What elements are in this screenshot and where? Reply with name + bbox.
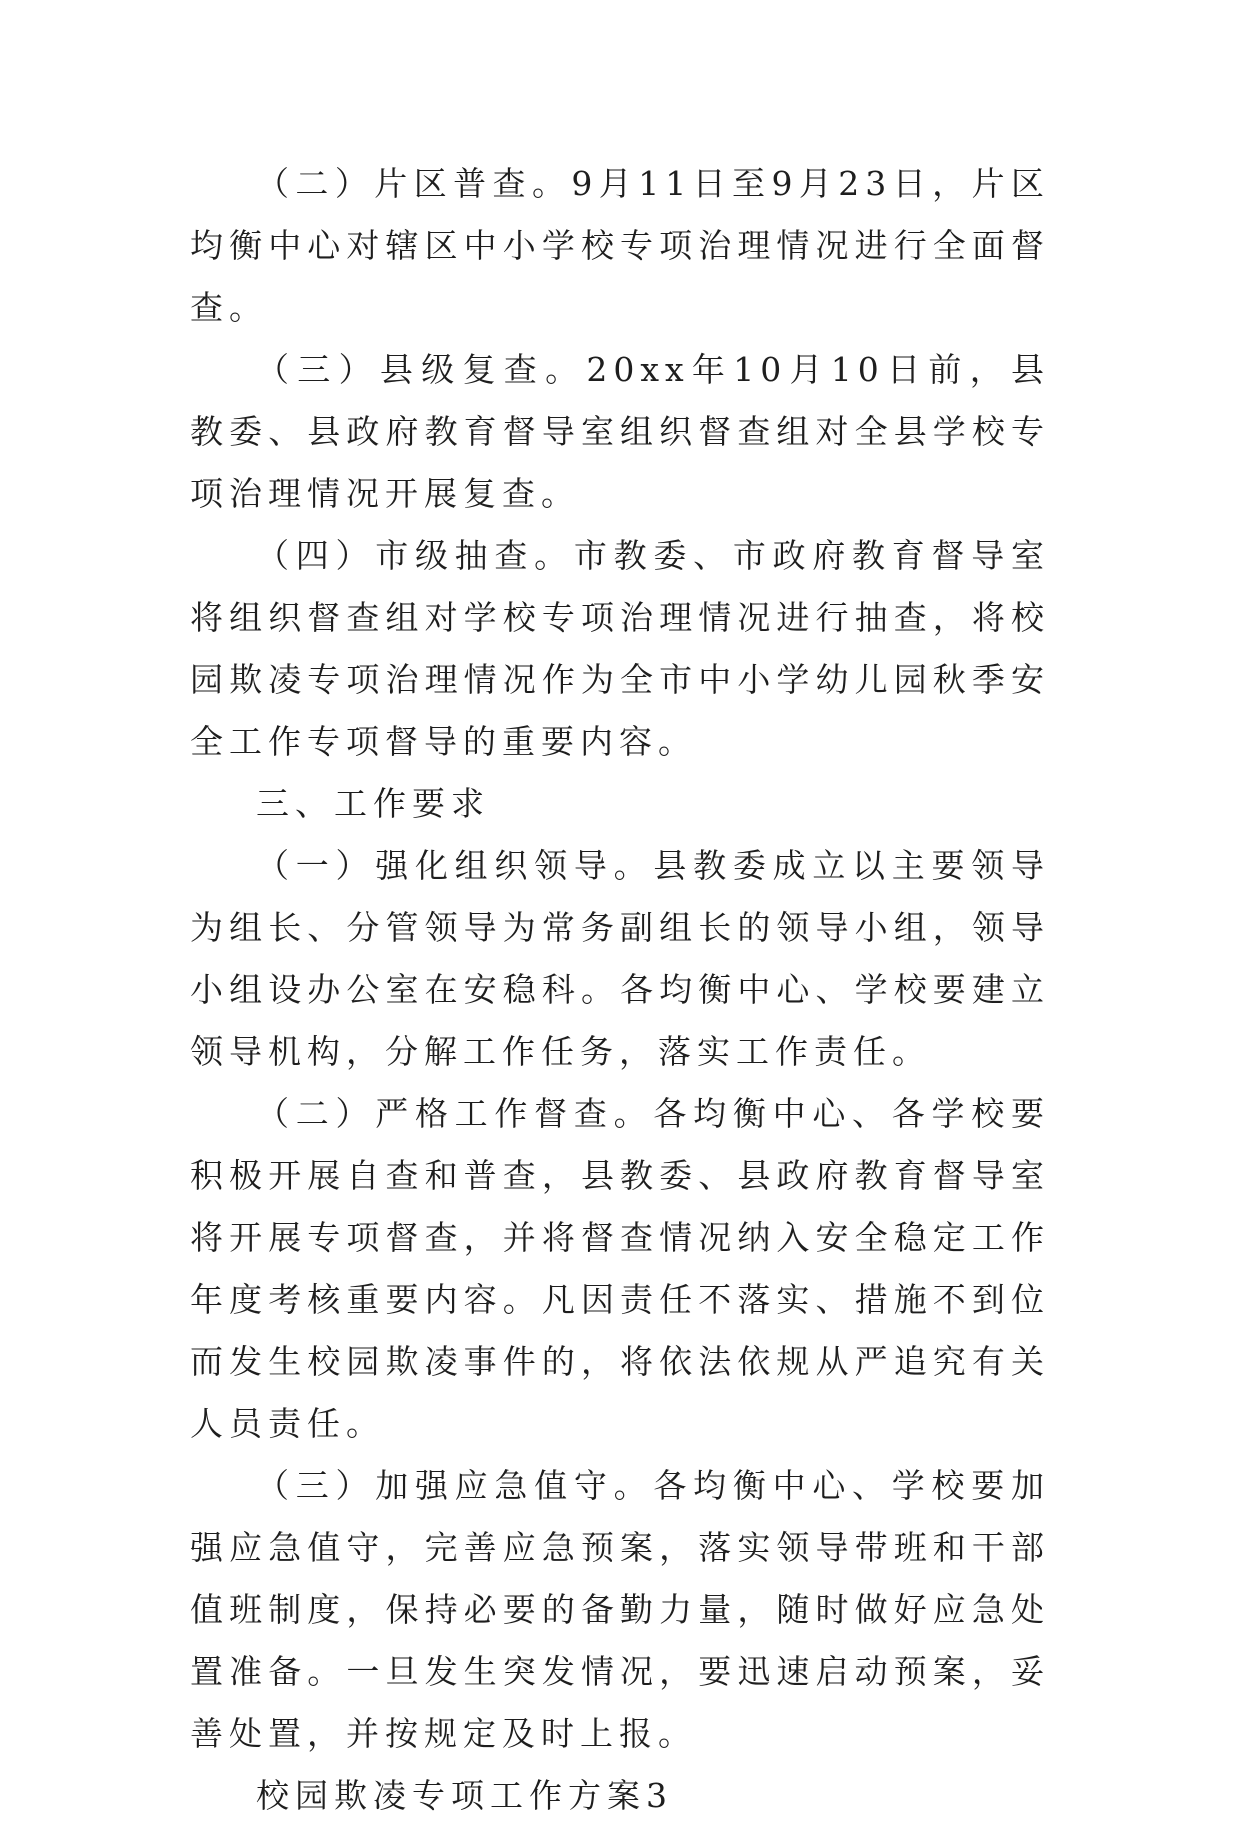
next-plan-title: 校园欺凌专项工作方案3 — [256, 1776, 673, 1815]
document-body — [190, 153, 1050, 1827]
paragraph-city-spot-check: （四）市级抽查。市教委、市政府教育督导室将组织督查组对学校专项治理情况进行抽查，将校园欺凌专项治理情况作为全市中小学幼儿园秋季安全工作专项督导的重要内容。 — [190, 536, 1050, 761]
paragraph-organization-leadership: （一）强化组织领导。县教委成立以主要领导为组长、分管领导为常务副组长的领导小组，领导小组设办公室在安稳科。各均衡中心、学校要建立领导机构，分解工作任务，落实工作责任。 — [190, 846, 1050, 1071]
section-heading-work-requirements: 三、工作要求 — [256, 784, 490, 823]
paragraph-strict-supervision: （二）严格工作督查。各均衡中心、各学校要积极开展自查和普查，县教委、县政府教育督导室将开展专项督查，并将督查情况纳入安全稳定工作年度考核重要内容。凡因责任不落实、措施不到位而发生校园欺凌事件的，将依法依规从严追究有关人员责任。 — [190, 1094, 1050, 1443]
paragraph-county-recheck: （三）县级复查。20xx年10月10日前，县教委、县政府教育督导室组织督查组对全县学校专项治理情况开展复查。 — [190, 350, 1050, 513]
paragraph-district-check: （二）片区普查。9月11日至9月23日，片区均衡中心对辖区中小学校专项治理情况进行全面督查。 — [190, 164, 1050, 327]
paragraph-emergency-duty: （三）加强应急值守。各均衡中心、学校要加强应急值守，完善应急预案，落实领导带班和干部值班制度，保持必要的备勤力量，随时做好应急处置准备。一旦发生突发情况，要迅速启动预案，妥善处置，并按规定及时上报。 — [190, 1466, 1050, 1753]
